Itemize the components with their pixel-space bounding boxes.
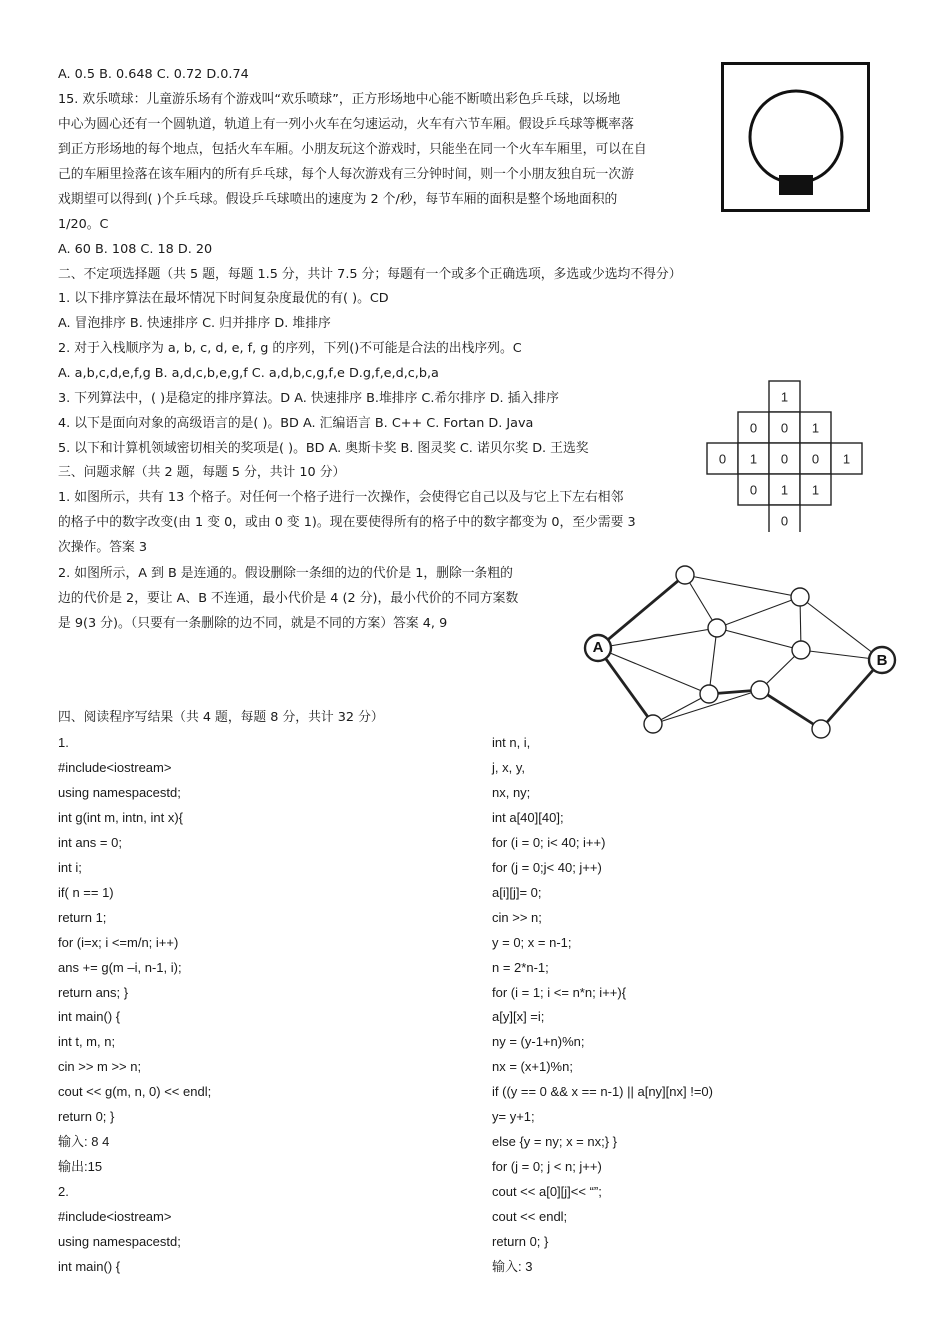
code-line: return 0; }	[58, 1109, 115, 1125]
graph-node	[644, 715, 662, 733]
code-line: using namespacestd;	[58, 1234, 181, 1249]
grid-cell	[800, 412, 831, 443]
graph-node-a-label: A	[592, 639, 604, 656]
code-line: else {y = ny; x = nx;} }	[492, 1134, 618, 1150]
grid-cell-value: 1	[780, 389, 789, 405]
code-line: for (i = 0; i< 40; i++)	[492, 834, 606, 850]
grid-cell	[769, 443, 800, 474]
code-line: return 0; }	[492, 1234, 549, 1249]
code-line: y= y+1;	[492, 1109, 535, 1125]
text-line: 边的代价是 2，要让 A、B 不连通，最小代价是 4 (2 分)，最小代价的不同方案数	[58, 591, 519, 606]
text-line: 的格子中的数字改变(由 1 变 0，或由 0 变 1)。现在要使得所有的格子中的数字都变为 0，至少需要 3	[58, 515, 636, 530]
code-line: cin >> n;	[492, 909, 542, 925]
graph-node	[708, 619, 726, 637]
text-line: 3. 下列算法中，( )是稳定的排序算法。D A. 快速排序 B.堆排序 C.希尔排序 D. 插入排序	[58, 391, 559, 406]
code-line: cout << endl;	[492, 1209, 568, 1225]
graph-node	[792, 641, 810, 659]
grid-cell-value: 1	[780, 482, 789, 498]
text-line: A. a,b,c,d,e,f,g B. a,d,c,b,e,g,f C. a,d,b,c,g,f,e D.g,f,e,d,c,b,a	[58, 366, 439, 381]
text-line: 15. 欢乐喷球：儿童游乐场有个游戏叫“欢乐喷球”，正方形场地中心能不断喷出彩色乒乓球，以场地	[58, 92, 621, 107]
grid-cell-value: 0	[811, 451, 820, 467]
grid-cell-value: 1	[811, 420, 820, 436]
text-line: 戏期望可以得到( )个乒乓球。假设乒乓球喷出的速度为 2 个/秒，每节车厢的面积是整个场地面积的	[58, 192, 618, 207]
grid-cell	[831, 443, 862, 474]
grid-cell	[800, 443, 831, 474]
code-line: int main() {	[58, 1258, 121, 1274]
text-line: 三、问题求解（共 2 题，每题 5 分，共计 10 分）	[58, 465, 346, 480]
grid-cell-value: 0	[780, 513, 789, 529]
graph-node	[700, 685, 718, 703]
grid-cell	[738, 443, 769, 474]
code-line: n = 2*n-1;	[492, 959, 549, 975]
code-line: for (j = 0;j< 40; j++)	[492, 859, 602, 875]
code-line: int ans = 0;	[58, 834, 122, 850]
code-line: 输入: 8 4	[58, 1134, 110, 1150]
thin-edge	[717, 628, 801, 650]
graph-node	[791, 588, 809, 606]
code-line: return 1;	[58, 909, 107, 925]
text-line: 己的车厢里捡落在该车厢内的所有乒乓球，每个人每次游戏有三分钟时间，则一个小朋友独自玩一次游	[58, 167, 634, 182]
thin-edge	[685, 575, 800, 597]
grid-cell-value: 0	[780, 420, 789, 436]
text-line: 中心为圆心还有一个圆轨道，轨道上有一列小火车在匀速运动，火车有六节车厢。假设乒乓球等概率落	[58, 117, 634, 132]
grid-cell-value: 0	[718, 451, 727, 467]
text-line: 1/20。C	[58, 217, 109, 232]
code-line: #include<iostream>	[58, 1209, 172, 1225]
code-line: nx, ny;	[492, 784, 531, 800]
code-line: ans += g(m –i, n-1, i);	[58, 959, 182, 975]
text-line: 2. 如图所示，A 到 B 是连通的。假设删除一条细的边的代价是 1，删除一条粗的	[58, 566, 513, 581]
grid-cell	[769, 474, 800, 505]
text-line: 4. 以下是面向对象的高级语言的是( )。BD A. 汇编语言 B. C++ C. Fortan D. Java	[58, 416, 534, 431]
code-line: j, x, y,	[492, 759, 525, 775]
graph-node	[812, 720, 830, 738]
toggle-grid-figure	[706, 380, 866, 532]
code-line: #include<iostream>	[58, 759, 172, 775]
grid-cell	[800, 474, 831, 505]
code-line: int i;	[58, 859, 82, 875]
code-line: a[y][x] =i;	[492, 1009, 545, 1025]
code-line: if ((y == 0 && x == n-1) || a[ny][nx] !=0)	[492, 1084, 713, 1100]
code-line: nx = (x+1)%n;	[492, 1059, 573, 1075]
grid-cell	[738, 474, 769, 505]
code-line: y = 0; x = n-1;	[492, 934, 572, 950]
code-line: for (i = 1; i <= n*n; i++){	[492, 984, 627, 1000]
code-line: using namespacestd;	[58, 784, 181, 800]
grid-cell	[769, 381, 800, 412]
grid-cell-value: 0	[780, 451, 789, 467]
code-line: int t, m, n;	[58, 1034, 116, 1050]
code-line: if( n == 1)	[58, 884, 114, 900]
code-line: return ans; }	[58, 984, 129, 1000]
graph-node-b-label: B	[876, 652, 888, 669]
code-line: int main() {	[58, 1009, 121, 1025]
code-line: a[i][j]= 0;	[492, 884, 542, 900]
code-line: int n, i,	[492, 735, 531, 750]
graph-node	[751, 681, 769, 699]
text-line: 1. 如图所示，共有 13 个格子。对任何一个格子进行一次操作，会使得它自己以及与它上下左右相邻	[58, 490, 624, 505]
text-line: 5. 以下和计算机领域密切相关的奖项是( )。BD A. 奥斯卡奖 B. 图灵奖 C. 诺贝尔奖 D. 王选奖	[58, 441, 589, 456]
thick-edge	[598, 575, 685, 648]
grid-cell	[707, 443, 738, 474]
text-line: A. 0.5 B. 0.648 C. 0.72 D.0.74	[58, 67, 249, 82]
code-line: ny = (y-1+n)%n;	[492, 1034, 585, 1050]
graph-node	[676, 566, 694, 584]
text-line: 到正方形场地的每个地点，包括火车车厢。小朋友玩这个游戏时，只能坐在同一个火车车厢里，可以在自	[58, 142, 647, 157]
text-line: A. 冒泡排序 B. 快速排序 C. 归并排序 D. 堆排序	[58, 316, 331, 331]
grid-cell	[769, 412, 800, 443]
grid-cell-value: 1	[749, 451, 758, 467]
code-line: 输入: 3	[492, 1258, 533, 1274]
code-line: int g(int m, intn, int x){	[58, 809, 183, 825]
grid-cell-value: 0	[749, 420, 758, 436]
code-line: 2.	[58, 1184, 69, 1200]
train-track-figure	[721, 62, 871, 212]
thin-edge	[717, 597, 800, 628]
circular-track	[750, 91, 842, 183]
train-car	[779, 175, 813, 195]
code-line: cout << a[0][j]<< “”;	[492, 1184, 602, 1200]
grid-cell	[738, 412, 769, 443]
grid-cell-value: 0	[749, 482, 758, 498]
ab-graph-figure	[576, 555, 906, 755]
text-line: 四、阅读程序写结果（共 4 题，每题 8 分，共计 32 分）	[58, 710, 384, 725]
code-line: 输出:15	[58, 1159, 103, 1175]
code-line: for (j = 0; j < n; j++)	[492, 1159, 602, 1175]
code-line: 1.	[58, 735, 69, 750]
thin-edge	[709, 628, 717, 694]
code-line: cin >> m >> n;	[58, 1059, 142, 1075]
code-line: int a[40][40];	[492, 809, 564, 825]
grid-cell	[769, 505, 800, 532]
text-line: 二、不定项选择题（共 5 题，每题 1.5 分，共计 7.5 分；每题有一个或多个正确选项，多选或少选均不得分）	[58, 267, 682, 282]
text-line: 次操作。答案 3	[58, 540, 147, 555]
thin-edge	[800, 597, 882, 660]
thick-edge	[760, 690, 821, 729]
grid-cell-value: 1	[811, 482, 820, 498]
text-line: A. 60 B. 108 C. 18 D. 20	[58, 242, 213, 257]
code-line: cout << g(m, n, 0) << endl;	[58, 1084, 212, 1100]
code-line: for (i=x; i <=m/n; i++)	[58, 934, 179, 950]
text-line: 2. 对于入栈顺序为 a, b, c, d, e, f, g 的序列，下列()不可能是合法的出栈序列。C	[58, 341, 522, 356]
text-line: 1. 以下排序算法在最坏情况下时间复杂度最优的有( )。CD	[58, 291, 389, 306]
thin-edge	[598, 628, 717, 648]
grid-cell-value: 1	[842, 451, 851, 467]
text-line: 是 9(3 分)。（只要有一条删除的边不同，就是不同的方案）答案 4, 9	[58, 616, 448, 631]
